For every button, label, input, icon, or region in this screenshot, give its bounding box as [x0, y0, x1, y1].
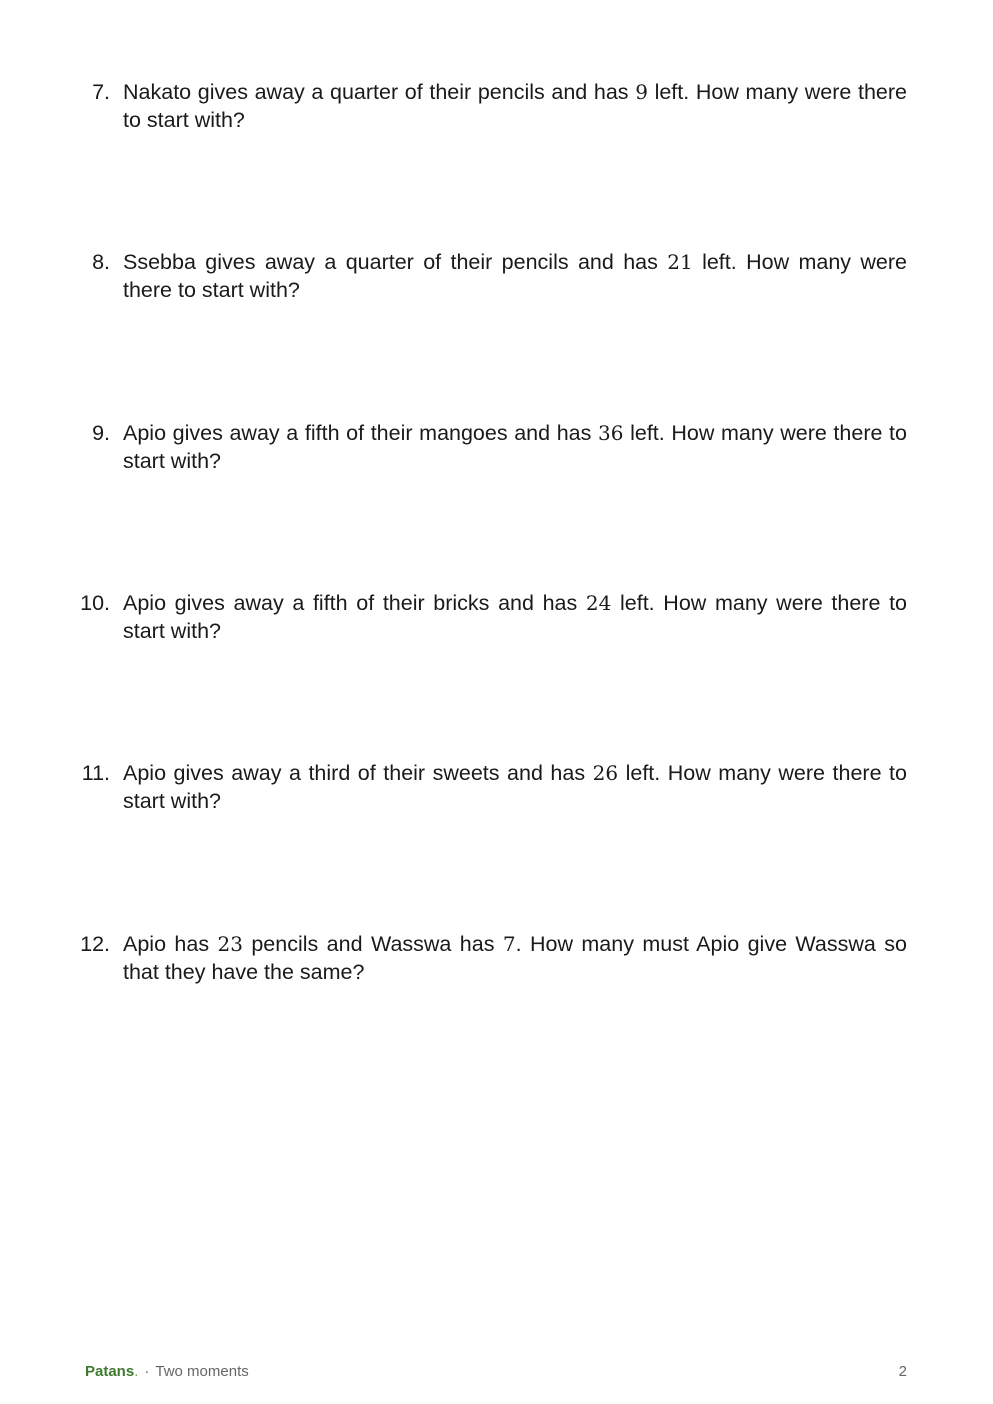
- math-value: 9: [635, 80, 648, 104]
- footer-separator: ·: [144, 1363, 150, 1380]
- question-number: 9.: [92, 421, 110, 445]
- brand-logo-text: Patans: [85, 1363, 135, 1380]
- page-footer: [85, 1362, 249, 1382]
- question-number: 10.: [80, 591, 110, 615]
- question-text: Apio gives away a fifth of their bricks and has 24 left. How many were there to start with?: [123, 591, 907, 643]
- page-number: 2: [898, 1363, 907, 1380]
- brand-dot: .: [134, 1363, 139, 1380]
- question-text: Apio gives away a third of their sweets and has 26 left. How many were there to start with?: [123, 761, 907, 813]
- question-number: 7.: [92, 80, 110, 104]
- question-text: Apio has 23 pencils and Wasswa has 7. How many must Apio give Wasswa so that they have the same?: [123, 932, 907, 984]
- question-number: 8.: [92, 250, 110, 274]
- document-title: Two moments: [155, 1363, 249, 1380]
- math-value: 36: [598, 421, 624, 445]
- math-value: 7: [502, 932, 516, 956]
- question-text: Nakato gives away a quarter of their pencils and has 9 left. How many were there to start with?: [123, 80, 907, 132]
- question-number: 11.: [81, 761, 110, 785]
- question-number: 12.: [80, 932, 110, 956]
- question-text: Ssebba gives away a quarter of their pencils and has 21 left. How many were there to start with?: [123, 250, 907, 302]
- math-value: 21: [667, 250, 693, 274]
- math-value: 26: [592, 761, 619, 785]
- math-value: 24: [585, 591, 612, 615]
- question-text: Apio gives away a fifth of their mangoes and has 36 left. How many were there to start with?: [123, 421, 907, 473]
- math-value: 23: [217, 932, 243, 956]
